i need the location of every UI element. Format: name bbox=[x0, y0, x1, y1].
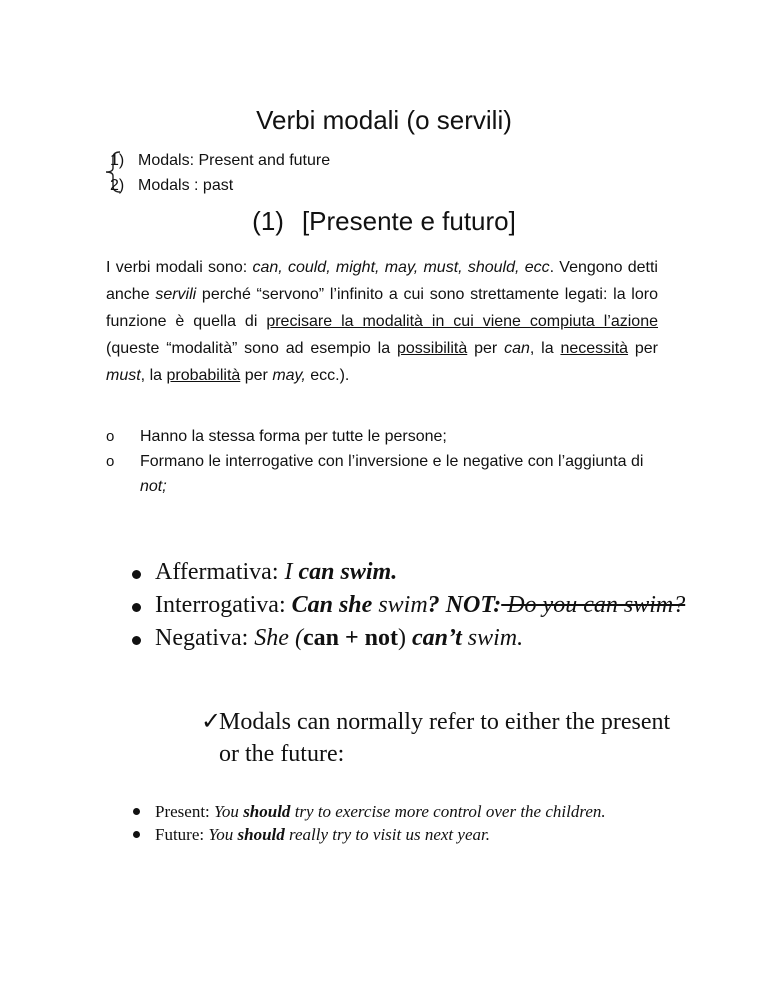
bullet-icon bbox=[130, 589, 155, 622]
example-negative bbox=[130, 622, 690, 655]
checkmark-note bbox=[201, 706, 671, 770]
section-title: [Presente e futuro] bbox=[301, 206, 516, 236]
list-item-text: Hanno la stessa forma per tutte le persone; bbox=[140, 428, 447, 445]
contents-item-label: Modals : past bbox=[138, 177, 234, 194]
section-number: (1) bbox=[252, 206, 284, 236]
circle-bullet-icon: o bbox=[106, 453, 115, 470]
intro-text: , la bbox=[529, 340, 561, 357]
page-title: Verbi modali (o servili) bbox=[256, 105, 512, 135]
underlined-term: probabilità bbox=[166, 367, 241, 384]
example-text: should bbox=[237, 825, 285, 844]
intro-text: , la bbox=[140, 367, 167, 384]
example-text: ) bbox=[397, 625, 412, 651]
bullet-icon bbox=[130, 622, 155, 655]
example-text: swim bbox=[372, 592, 428, 618]
contents-item bbox=[110, 148, 510, 173]
modal-verbs-list: can, could, might, may, must, should, ecc bbox=[252, 259, 550, 276]
example-text: should bbox=[243, 802, 291, 821]
struck-example: Do you can swim? bbox=[501, 592, 686, 618]
term-must: must bbox=[106, 367, 141, 384]
present-future-list bbox=[130, 800, 670, 846]
example-text: can’t bbox=[411, 625, 462, 651]
rules-list bbox=[106, 424, 658, 499]
intro-text: ecc.). bbox=[305, 367, 350, 384]
list-item bbox=[106, 424, 658, 449]
intro-text: per bbox=[467, 340, 505, 357]
circle-bullet-icon: o bbox=[106, 428, 115, 445]
term-not: not; bbox=[140, 478, 167, 495]
underlined-term: necessità bbox=[560, 340, 629, 357]
example-label: Negativa: bbox=[155, 625, 255, 651]
intro-text: per bbox=[240, 367, 273, 384]
example-interrogative bbox=[130, 589, 690, 622]
example-text: She ( bbox=[254, 625, 303, 651]
bullet-icon bbox=[130, 556, 155, 589]
intro-text: I verbi modali sono: bbox=[106, 259, 253, 276]
example-text: can + not bbox=[302, 625, 398, 651]
intro-paragraph bbox=[106, 254, 658, 389]
term-servili: servili bbox=[155, 286, 197, 303]
term-can: can bbox=[504, 340, 530, 357]
list-item-text bbox=[140, 449, 658, 499]
note-text: Modals can normally refer to either the present or the future: bbox=[219, 709, 671, 767]
example-label: Interrogativa: bbox=[155, 592, 292, 618]
contents-item-number: 2) bbox=[110, 177, 125, 194]
underlined-term: possibilità bbox=[396, 340, 468, 357]
list-item bbox=[106, 449, 658, 499]
example-text: can swim. bbox=[298, 559, 398, 585]
examples-list bbox=[130, 556, 690, 655]
bullet-icon bbox=[130, 800, 155, 823]
intro-text: (queste “modalità” sono ad esempio la bbox=[106, 340, 397, 357]
example-text: really try to visit us next year. bbox=[284, 825, 490, 844]
example-text: ? NOT: bbox=[427, 592, 502, 618]
item-label: Future: bbox=[155, 825, 209, 844]
list-item bbox=[130, 800, 670, 823]
example-text: I bbox=[284, 559, 299, 585]
contents-item bbox=[110, 173, 510, 198]
term-may: may, bbox=[272, 367, 306, 384]
contents-item-number: 1) bbox=[110, 152, 125, 169]
example-text: try to exercise more control over the children. bbox=[290, 802, 606, 821]
checkmark-icon: ✓ bbox=[201, 709, 222, 735]
example-affirmative bbox=[130, 556, 690, 589]
list-item bbox=[130, 823, 670, 846]
intro-text: perché “servono” l’infinito a cui sono strettamente legati: la loro funzione è quella di bbox=[106, 286, 658, 330]
rule-text: Formano le interrogative con l’inversione e le negative con l’aggiunta di bbox=[140, 453, 644, 470]
example-label: Affermativa: bbox=[155, 559, 285, 585]
intro-text: . Vengono detti anche bbox=[106, 259, 658, 303]
item-label: Present: bbox=[155, 802, 215, 821]
contents-item-label: Modals: Present and future bbox=[138, 152, 331, 169]
example-text: You bbox=[214, 802, 244, 821]
contents-list bbox=[110, 148, 510, 198]
bullet-icon bbox=[130, 823, 155, 846]
intro-text: per bbox=[628, 340, 659, 357]
example-text: Can she bbox=[291, 592, 373, 618]
example-text: You bbox=[208, 825, 238, 844]
example-text: swim. bbox=[461, 625, 524, 651]
underlined-phrase: precisare la modalità in cui viene compiuta l’azione bbox=[266, 313, 659, 330]
section-heading bbox=[0, 206, 768, 237]
